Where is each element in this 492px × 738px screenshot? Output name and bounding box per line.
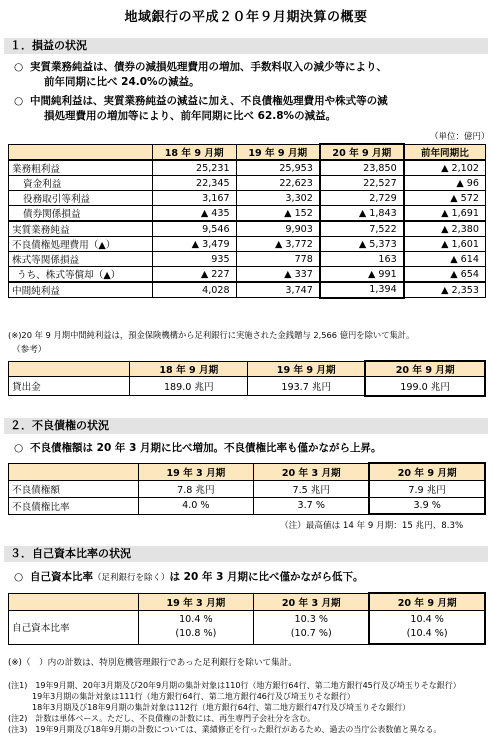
table-row: 不良債権額 7.8 兆円 7.5 兆円 7.9 兆円 <box>9 480 486 497</box>
s1-bullet-1-line-1: 実質業務純益は、債券の減損処理費用の増加、手数料収入の減少等により、 <box>30 61 387 73</box>
table-row: 自己資本比率 10.4 % (10.8 %) 10.3 % (10.7 %) 10.4 % (10.4 %) <box>9 610 486 644</box>
table-row: 貸出金 189.0 兆円 193.7 兆円 199.0 兆円 <box>9 377 486 396</box>
col-header: 20 年 3 月期 <box>254 463 370 480</box>
s1-footnote: (※)20 年 9 月期中間純利益は，預金保険機構から足利銀行に実施された金銭贈与 2,566 億円を除いて集計。 <box>8 330 415 340</box>
s1-bullet-1-line-2: 前年同期に比べ 24.0%の減益。 <box>44 76 200 88</box>
capital-ratio-table <box>8 592 486 645</box>
table-row: 不良債権処理費用（▲） ▲ 3,479 ▲ 3,772 ▲ 5,373 ▲ 1,601 <box>9 237 486 252</box>
unit-label: （単位：億円） <box>430 132 490 142</box>
col-header: 19 年 9 月期 <box>248 361 366 377</box>
col-header: 19 年 9 月期 <box>236 144 320 160</box>
table-row: 中間純利益 4,028 3,747 1,394 ▲ 2,353 <box>9 282 486 298</box>
page-title: 地域銀行の平成２０年９月期決算の概要 <box>124 10 368 25</box>
s1-bullet-2-line-2: 損処理費用の増加等により、前年同期に比べ 62.8%の減益。 <box>44 110 337 122</box>
bad-loans-table <box>8 462 486 515</box>
col-header: 18 年 9 月期 <box>130 361 248 377</box>
s3-bullet-1: ○ 自己資本比率（足利銀行を除く）は 20 年 3 月期に比べ僅かながら低下。 <box>14 571 364 583</box>
section-1-heading: １．損益の状況 <box>4 38 488 54</box>
loans-table <box>8 360 486 397</box>
profit-loss-table <box>8 143 486 299</box>
circle-mark: ○ <box>14 442 24 454</box>
note-1: (注1) 19年9月期、20年3月期及び20年9月期の集計対象は110行（地方銀行64行、第二地方銀行45行及び埼玉りそな銀行） <box>8 681 461 690</box>
table-row: 役務取引等利益 3,167 3,302 2,729 ▲ 572 <box>9 191 486 206</box>
table-row: 株式等関係損益 935 778 163 ▲ 614 <box>9 252 486 267</box>
table-row: 業務粗利益 25,231 25,953 23,850 ▲ 2,102 <box>9 160 486 176</box>
table-row: 債券関係損益 ▲ 435 ▲ 152 ▲ 1,843 ▲ 1,691 <box>9 206 486 222</box>
s3-footnote: (※)（ ）内の計数は、特別危機管理銀行であった足利銀行を除いて集計。 <box>8 658 297 668</box>
s1-bullet-1 <box>14 60 387 75</box>
note-3: (注3) 19年9月期及び18年9月期の計数については、業績修正を行った銀行があるため、過去の当庁公表数値と異なる。 <box>8 725 442 734</box>
section-3-heading: ３．自己資本比率の状況 <box>4 546 488 562</box>
note-2: (注2) 計数は単体ベース。ただし、不良債権の計数には、再生専門子会社分を含む。 <box>8 714 316 723</box>
col-header: 20 年 3 月期 <box>254 593 370 610</box>
s1-bullet-2 <box>14 94 388 109</box>
col-header: 20 年 9 月期 <box>369 463 485 480</box>
col-header: 20 年 9 月期 <box>369 593 485 610</box>
reference-label: （参考） <box>12 345 47 355</box>
table-row: 実質業務純益 9,546 9,903 7,522 ▲ 2,380 <box>9 221 486 237</box>
s2-bullet-1: ○ 不良債権額は 20 年 3 月期に比べ増加。不良債権比率も僅かながら上昇。 <box>14 442 382 454</box>
note-1b: 19年3月期の集計対象は111行（地方銀行64行、第二地方銀行46行及び埼玉りそな銀行） <box>8 692 355 701</box>
col-header: 18 年 9 月期 <box>152 144 236 160</box>
table-row: 不良債権比率 4.0 % 3.7 % 3.9 % <box>9 497 486 514</box>
col-header: 前年同期比 <box>404 144 486 160</box>
circle-mark: ○ <box>14 61 24 73</box>
table-row: 資金利益 22,345 22,623 22,527 ▲ 96 <box>9 176 486 191</box>
s1-bullet-2-line-1: 中間純利益は、実質業務純益の減益に加え、不良債権処理費用や株式等の減 <box>30 95 388 107</box>
col-header: 19 年 3 月期 <box>138 593 254 610</box>
note-1c: 18年3月期及び18年9月期の集計対象は112行（地方銀行64行、第二地方銀行47行及び埼玉りそな銀行） <box>8 703 411 712</box>
col-header: 19 年 3 月期 <box>138 463 254 480</box>
circle-mark: ○ <box>14 95 24 107</box>
s2-footnote: （注）最高値は 14 年 9 月期：15 兆円、8.3% <box>280 521 464 531</box>
col-header: 20 年 9 月期 <box>365 361 485 377</box>
col-header: 20 年 9 月期 <box>320 144 404 160</box>
section-2-heading: ２．不良債権の状況 <box>4 418 488 434</box>
circle-mark: ○ <box>14 571 24 583</box>
table-row: うち、株式等償却（▲） ▲ 227 ▲ 337 ▲ 991 ▲ 654 <box>9 267 486 283</box>
